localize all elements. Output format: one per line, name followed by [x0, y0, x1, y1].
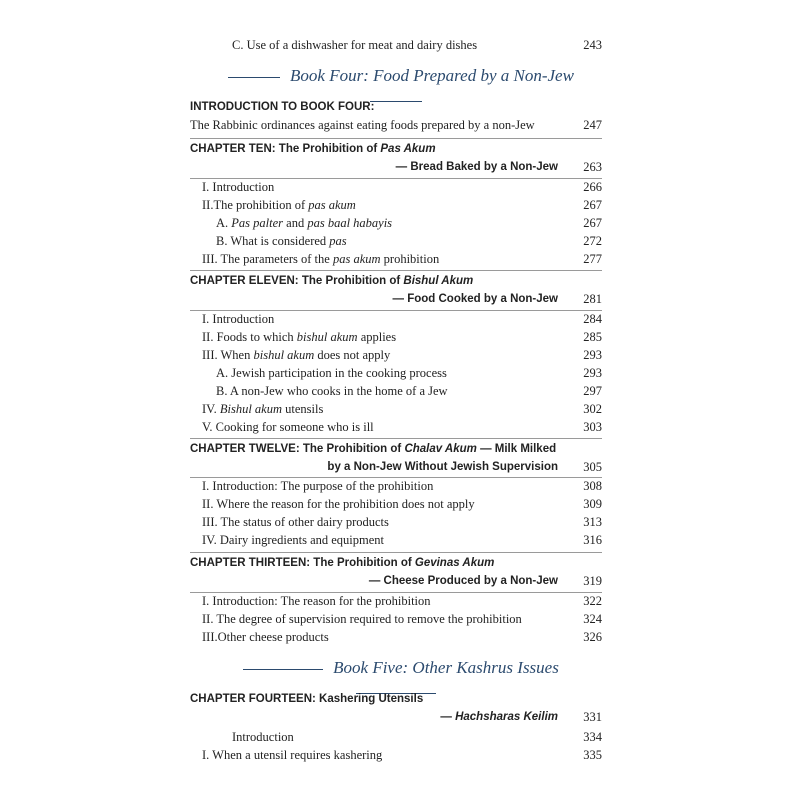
entry-title: III.Other cheese products [202, 630, 329, 644]
entry-title: does not apply [314, 348, 391, 362]
entry-title: III. When [202, 348, 254, 362]
entry-title: A. [216, 216, 232, 230]
toc-entry [190, 495, 602, 513]
page-number: 313 [583, 515, 602, 529]
page-number: 331 [583, 710, 602, 724]
entry-title: prohibition [380, 252, 440, 266]
chapter-title: CHAPTER THIRTEEN: The Prohibition of [190, 557, 415, 569]
page-number: 267 [583, 216, 602, 230]
entry-title-italic: pas akum [332, 252, 381, 266]
chapter-title-italic: Chalav Akum [404, 443, 477, 455]
toc-entry [190, 610, 602, 628]
chapter-title: CHAPTER TEN: The Prohibition of [190, 143, 381, 155]
divider [190, 270, 602, 271]
ornament-rule [228, 77, 280, 78]
toc-entry [190, 628, 602, 646]
entry-title: B. A non-Jew who cooks in the home of a Jew [216, 384, 448, 398]
page-number: 285 [583, 330, 602, 344]
page-number: 309 [583, 497, 602, 511]
divider [190, 138, 602, 139]
book-five-title: Book Five: Other Kashrus Issues [333, 658, 559, 677]
page-number: 293 [583, 348, 602, 362]
toc-entry [190, 364, 602, 382]
page-number: 324 [583, 612, 602, 626]
chapter-title: CHAPTER FOURTEEN: Kashering Utensils [190, 693, 424, 705]
chapter-ten-heading [190, 140, 602, 158]
chapter-subtitle: by a Non-Jew Without Jewish Supervision [327, 461, 558, 473]
page-number: 334 [583, 730, 602, 744]
entry-title: A. Jewish participation in the cooking process [216, 366, 447, 380]
toc-entry [190, 728, 602, 746]
page-number: 284 [583, 312, 602, 326]
toc-entry [190, 250, 602, 268]
entry-title: B. What is considered [216, 234, 330, 248]
page-number: 247 [583, 118, 602, 132]
toc-entry [190, 531, 602, 549]
chapter-subtitle: — Food Cooked by a Non-Jew [392, 293, 558, 305]
chapter-title: — Milk Milked [476, 443, 557, 455]
ornament-rule [243, 669, 323, 670]
entry-title-italic: pas akum [308, 198, 356, 212]
toc-entry [190, 196, 602, 214]
page-number: 243 [583, 38, 602, 52]
entry-title: Introduction [232, 730, 294, 744]
entry-title-italic: Bishul akum [219, 402, 282, 416]
page-number: 297 [583, 384, 602, 398]
toc-entry [190, 36, 602, 54]
page-number: 267 [583, 198, 602, 212]
entry-title: I. Introduction: The purpose of the prohibition [202, 479, 434, 493]
chapter-twelve-subtitle [190, 458, 602, 476]
toc-entry [190, 116, 602, 134]
entry-title-italic: pas baal habayis [307, 216, 393, 230]
entry-title: I. Introduction: The reason for the prohibition [202, 594, 431, 608]
divider [190, 438, 602, 439]
toc-entry [190, 328, 602, 346]
toc-entry [190, 477, 602, 495]
page-number: 266 [583, 180, 602, 194]
toc-entry [190, 746, 602, 764]
book-four-title: Book Four: Food Prepared by a Non-Jew [290, 66, 574, 85]
page-number: 263 [583, 160, 602, 174]
chapter-thirteen-heading [190, 554, 602, 572]
entry-title: applies [357, 330, 397, 344]
chapter-title-italic: Pas Akum [380, 143, 436, 155]
book-five-heading [190, 656, 602, 680]
chapter-fourteen-subtitle [190, 708, 602, 726]
entry-title: I. When a utensil requires kashering [202, 748, 383, 762]
chapter-subtitle: — [440, 711, 456, 723]
page-number: 281 [583, 292, 602, 306]
page-number: 308 [583, 479, 602, 493]
chapter-title-italic: Gevinas Akum [414, 557, 495, 569]
entry-title: I. Introduction [202, 180, 275, 194]
toc-entry [190, 592, 602, 610]
chapter-eleven-subtitle [190, 290, 602, 308]
chapter-subtitle-italic: Hachsharas Keilim [455, 711, 558, 723]
toc-entry [190, 382, 602, 400]
book-four-heading [190, 64, 602, 88]
toc-entry [190, 310, 602, 328]
entry-title-italic: bishul akum [253, 348, 315, 362]
intro-heading [190, 98, 602, 116]
chapter-fourteen-heading [190, 690, 602, 708]
toc-entry [190, 513, 602, 531]
entry-title: III. The parameters of the [202, 252, 333, 266]
entry-title-italic: Pas palter [231, 216, 284, 230]
toc-entry [190, 232, 602, 250]
page-number: 277 [583, 252, 602, 266]
intro-heading-text: INTRODUCTION TO BOOK FOUR: [190, 101, 375, 113]
page-number: 302 [583, 402, 602, 416]
entry-title: IV. Dairy ingredients and equipment [202, 533, 385, 547]
chapter-twelve-heading [190, 440, 602, 458]
page-number: 272 [583, 234, 602, 248]
entry-title: II. Where the reason for the prohibition does not apply [202, 497, 475, 511]
page-number: 319 [583, 574, 602, 588]
chapter-title: CHAPTER ELEVEN: The Prohibition of [190, 275, 404, 287]
chapter-title-italic: Bishul Akum [403, 275, 474, 287]
entry-title: II.The prohibition of [202, 198, 309, 212]
toc-entry [190, 400, 602, 418]
entry-title: I. Introduction [202, 312, 275, 326]
entry-title: II. Foods to which [202, 330, 297, 344]
page-number: 305 [583, 460, 602, 474]
chapter-subtitle: — Cheese Produced by a Non-Jew [368, 575, 558, 587]
entry-title: The Rabbinic ordinances against eating foods prepared by a non-Jew [190, 118, 535, 132]
page-number: 326 [583, 630, 602, 644]
entry-title: V. Cooking for someone who is ill [202, 420, 374, 434]
chapter-subtitle: — Bread Baked by a Non-Jew [395, 161, 558, 173]
page-number: 316 [583, 533, 602, 547]
chapter-thirteen-subtitle [190, 572, 602, 590]
chapter-title: CHAPTER TWELVE: The Prohibition of [190, 443, 405, 455]
entry-title: II. The degree of supervision required to remove the prohibition [202, 612, 522, 626]
page-number: 293 [583, 366, 602, 380]
toc-entry [190, 346, 602, 364]
entry-title: utensils [282, 402, 324, 416]
toc-entry [190, 214, 602, 232]
toc-entry [190, 418, 602, 436]
divider [190, 552, 602, 553]
entry-title: C. Use of a dishwasher for meat and dairy dishes [232, 38, 478, 52]
entry-title: and [283, 216, 308, 230]
chapter-ten-subtitle [190, 158, 602, 176]
entry-title: IV. [202, 402, 220, 416]
page-number: 303 [583, 420, 602, 434]
page-number: 335 [583, 748, 602, 762]
page-number: 322 [583, 594, 602, 608]
toc-entry [190, 178, 602, 196]
entry-title-italic: pas [329, 234, 347, 248]
chapter-eleven-heading [190, 272, 602, 290]
entry-title-italic: bishul akum [296, 330, 358, 344]
entry-title: III. The status of other dairy products [202, 515, 389, 529]
